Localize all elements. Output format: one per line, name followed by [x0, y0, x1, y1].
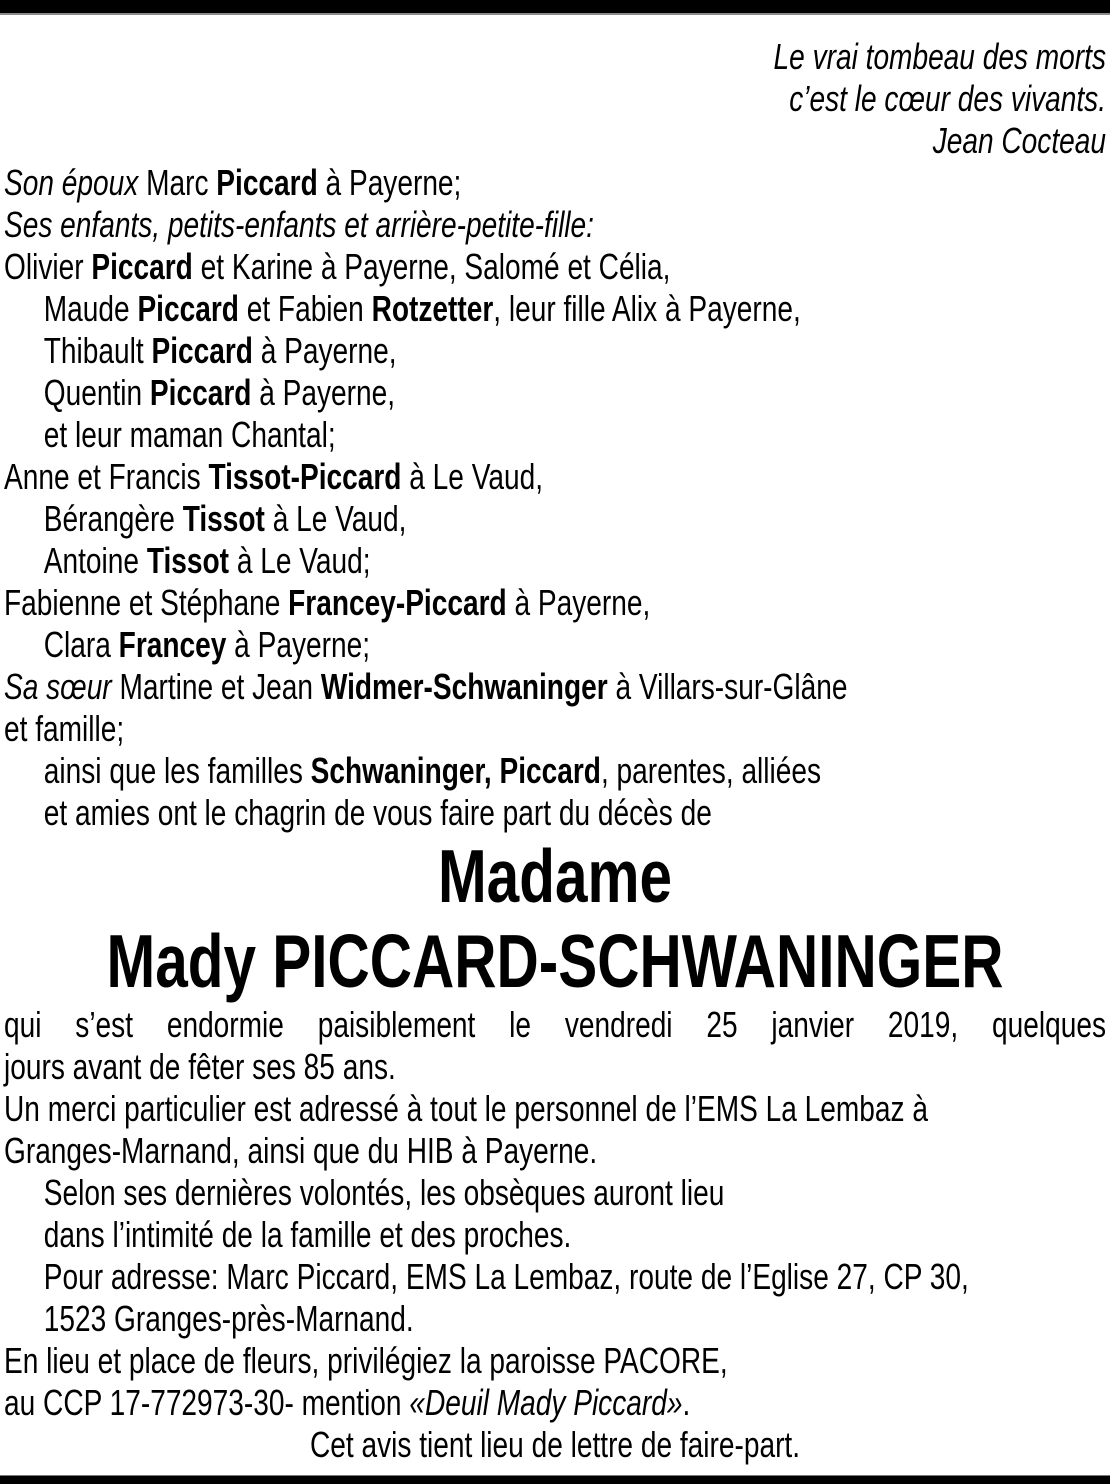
text-segment-bold: Piccard	[91, 246, 193, 287]
text-line	[4, 246, 1106, 288]
text-line	[4, 288, 1110, 330]
text-line	[4, 1256, 1110, 1298]
text-segment-bold: Piccard	[216, 162, 318, 203]
text-line	[4, 162, 1106, 204]
text-segment-regular: Bérangère	[43, 498, 183, 539]
deceased-name: Mady PICCARD-SCHWANINGER	[106, 919, 1004, 1003]
text-segment-regular: Clara	[43, 624, 119, 665]
text-segment-regular: et famille;	[4, 708, 125, 749]
text-segment-regular: Cet avis tient lieu de lettre de faire-part.	[309, 1424, 801, 1465]
text-segment-italic: Son époux	[4, 162, 147, 203]
text-line	[4, 1298, 1110, 1340]
text-segment-italic: c’est le cœur des vivants.	[789, 78, 1106, 119]
text-line	[4, 1340, 1106, 1382]
text-segment-regular: et Karine à Payerne, Salomé et Célia,	[192, 246, 671, 287]
text-segment-regular: et amies ont le chagrin de vous faire part du décès de	[43, 792, 712, 833]
text-segment-regular: Quentin	[43, 372, 150, 413]
text-line	[4, 330, 1110, 372]
text-segment-regular: Olivier	[4, 246, 92, 287]
text-line	[4, 36, 1106, 78]
text-segment-regular: , parentes, alliées	[600, 750, 822, 791]
text-line	[4, 1214, 1110, 1256]
text-segment-regular: à Le Vaud,	[401, 456, 544, 497]
text-segment-regular: Pour adresse: Marc Piccard, EMS La Lembaz, route de l’Eglise 27, CP 30,	[43, 1256, 969, 1297]
text-segment-regular: jours avant de fêter ses 85 ans.	[4, 1046, 396, 1087]
text-segment-regular: Fabienne et Stéphane	[4, 582, 289, 623]
text-segment-italic: Ses enfants, petits-enfants et arrière-petite-fille:	[4, 204, 594, 245]
text-line	[4, 624, 1110, 666]
text-line	[4, 498, 1110, 540]
text-segment-regular: qui s’est endormie paisiblement le vendredi 25 janvier 2019, quelques	[4, 1004, 1106, 1045]
text-line	[4, 78, 1106, 120]
text-line	[4, 120, 1106, 162]
text-segment-regular: Selon ses dernières volontés, les obsèques auront lieu	[43, 1172, 725, 1213]
text-line	[4, 414, 1110, 456]
text-segment-regular: et Fabien	[238, 288, 372, 329]
text-line	[4, 666, 1106, 708]
text-line	[4, 1046, 1106, 1088]
text-segment-bold: Tissot	[146, 540, 230, 581]
text-segment-regular: au CCP 17-772973-30- mention	[4, 1382, 410, 1423]
text-segment-regular: à Payerne,	[252, 330, 397, 371]
text-line	[4, 582, 1106, 624]
epigraph-quote	[4, 36, 1106, 162]
notice-content	[4, 36, 1106, 1466]
text-line	[4, 456, 1106, 498]
text-segment-regular: Antoine	[43, 540, 147, 581]
text-segment-bold: Francey	[118, 624, 227, 665]
text-segment-regular: Martine et Jean	[119, 666, 321, 707]
text-segment-regular: à Le Vaud;	[229, 540, 371, 581]
text-segment-regular: à Payerne;	[226, 624, 371, 665]
text-segment-bold: Piccard	[151, 330, 253, 371]
text-segment-italic: Jean Cocteau	[932, 120, 1106, 161]
text-line	[4, 204, 1106, 246]
text-segment-regular: ainsi que les familles	[43, 750, 311, 791]
text-segment-regular: à Payerne,	[251, 372, 396, 413]
text-segment-bold: Widmer-Schwaninger	[320, 666, 608, 707]
text-segment-italic: «Deuil Mady Piccard»	[409, 1382, 683, 1423]
title-civility: Madame	[437, 834, 673, 918]
text-segment-regular: à Payerne;	[317, 162, 462, 203]
text-segment-regular: .	[682, 1382, 691, 1423]
text-line	[4, 708, 1106, 750]
text-segment-regular: Thibault	[43, 330, 152, 371]
text-segment-bold: Rotzetter	[371, 288, 494, 329]
text-segment-regular: et leur maman Chantal;	[43, 414, 336, 455]
text-line	[4, 1004, 1106, 1046]
deceased-title-block	[4, 834, 1106, 1004]
text-segment-bold: Piccard	[137, 288, 239, 329]
text-line	[4, 372, 1110, 414]
text-segment-regular: 1523 Granges-près-Marnand.	[43, 1298, 414, 1339]
text-segment-bold: Tissot-Piccard	[208, 456, 402, 497]
text-segment-regular: En lieu et place de fleurs, privilégiez la paroisse PACORE,	[4, 1340, 728, 1381]
text-segment-regular: à Le Vaud,	[264, 498, 407, 539]
text-segment-regular: Granges-Marnand, ainsi que du HIB à Payerne.	[4, 1130, 598, 1171]
text-segment-bold: Schwaninger, Piccard	[310, 750, 601, 791]
text-segment-italic: Le vrai tombeau des morts	[773, 36, 1106, 77]
top-rule	[0, 0, 1110, 15]
text-line	[4, 792, 1110, 834]
text-segment-regular: à Villars-sur-Glâne	[607, 666, 848, 707]
text-segment-regular: à Payerne,	[506, 582, 651, 623]
text-segment-italic: Sa sœur	[4, 666, 120, 707]
text-segment-regular: Un merci particulier est adressé à tout le personnel de l’EMS La Lembaz à	[4, 1088, 928, 1129]
text-segment-regular: Anne et Francis	[4, 456, 209, 497]
text-line	[4, 1424, 1106, 1466]
text-line	[4, 1382, 1106, 1424]
text-segment-bold: Tissot	[182, 498, 265, 539]
text-segment-bold: Piccard	[149, 372, 252, 413]
text-line	[4, 1130, 1106, 1172]
text-segment-regular: Marc	[146, 162, 217, 203]
text-line	[4, 540, 1110, 582]
announcement-body	[4, 1004, 1106, 1466]
text-segment-regular: dans l’intimité de la famille et des proches.	[43, 1214, 572, 1255]
bottom-rule	[0, 1475, 1110, 1484]
text-segment-regular: , leur fille Alix à Payerne,	[493, 288, 801, 329]
text-segment-regular: Maude	[43, 288, 138, 329]
text-line	[4, 750, 1110, 792]
text-segment-bold: Francey-Piccard	[288, 582, 507, 623]
text-line	[4, 1172, 1110, 1214]
text-line	[4, 1088, 1106, 1130]
family-list	[4, 162, 1106, 834]
